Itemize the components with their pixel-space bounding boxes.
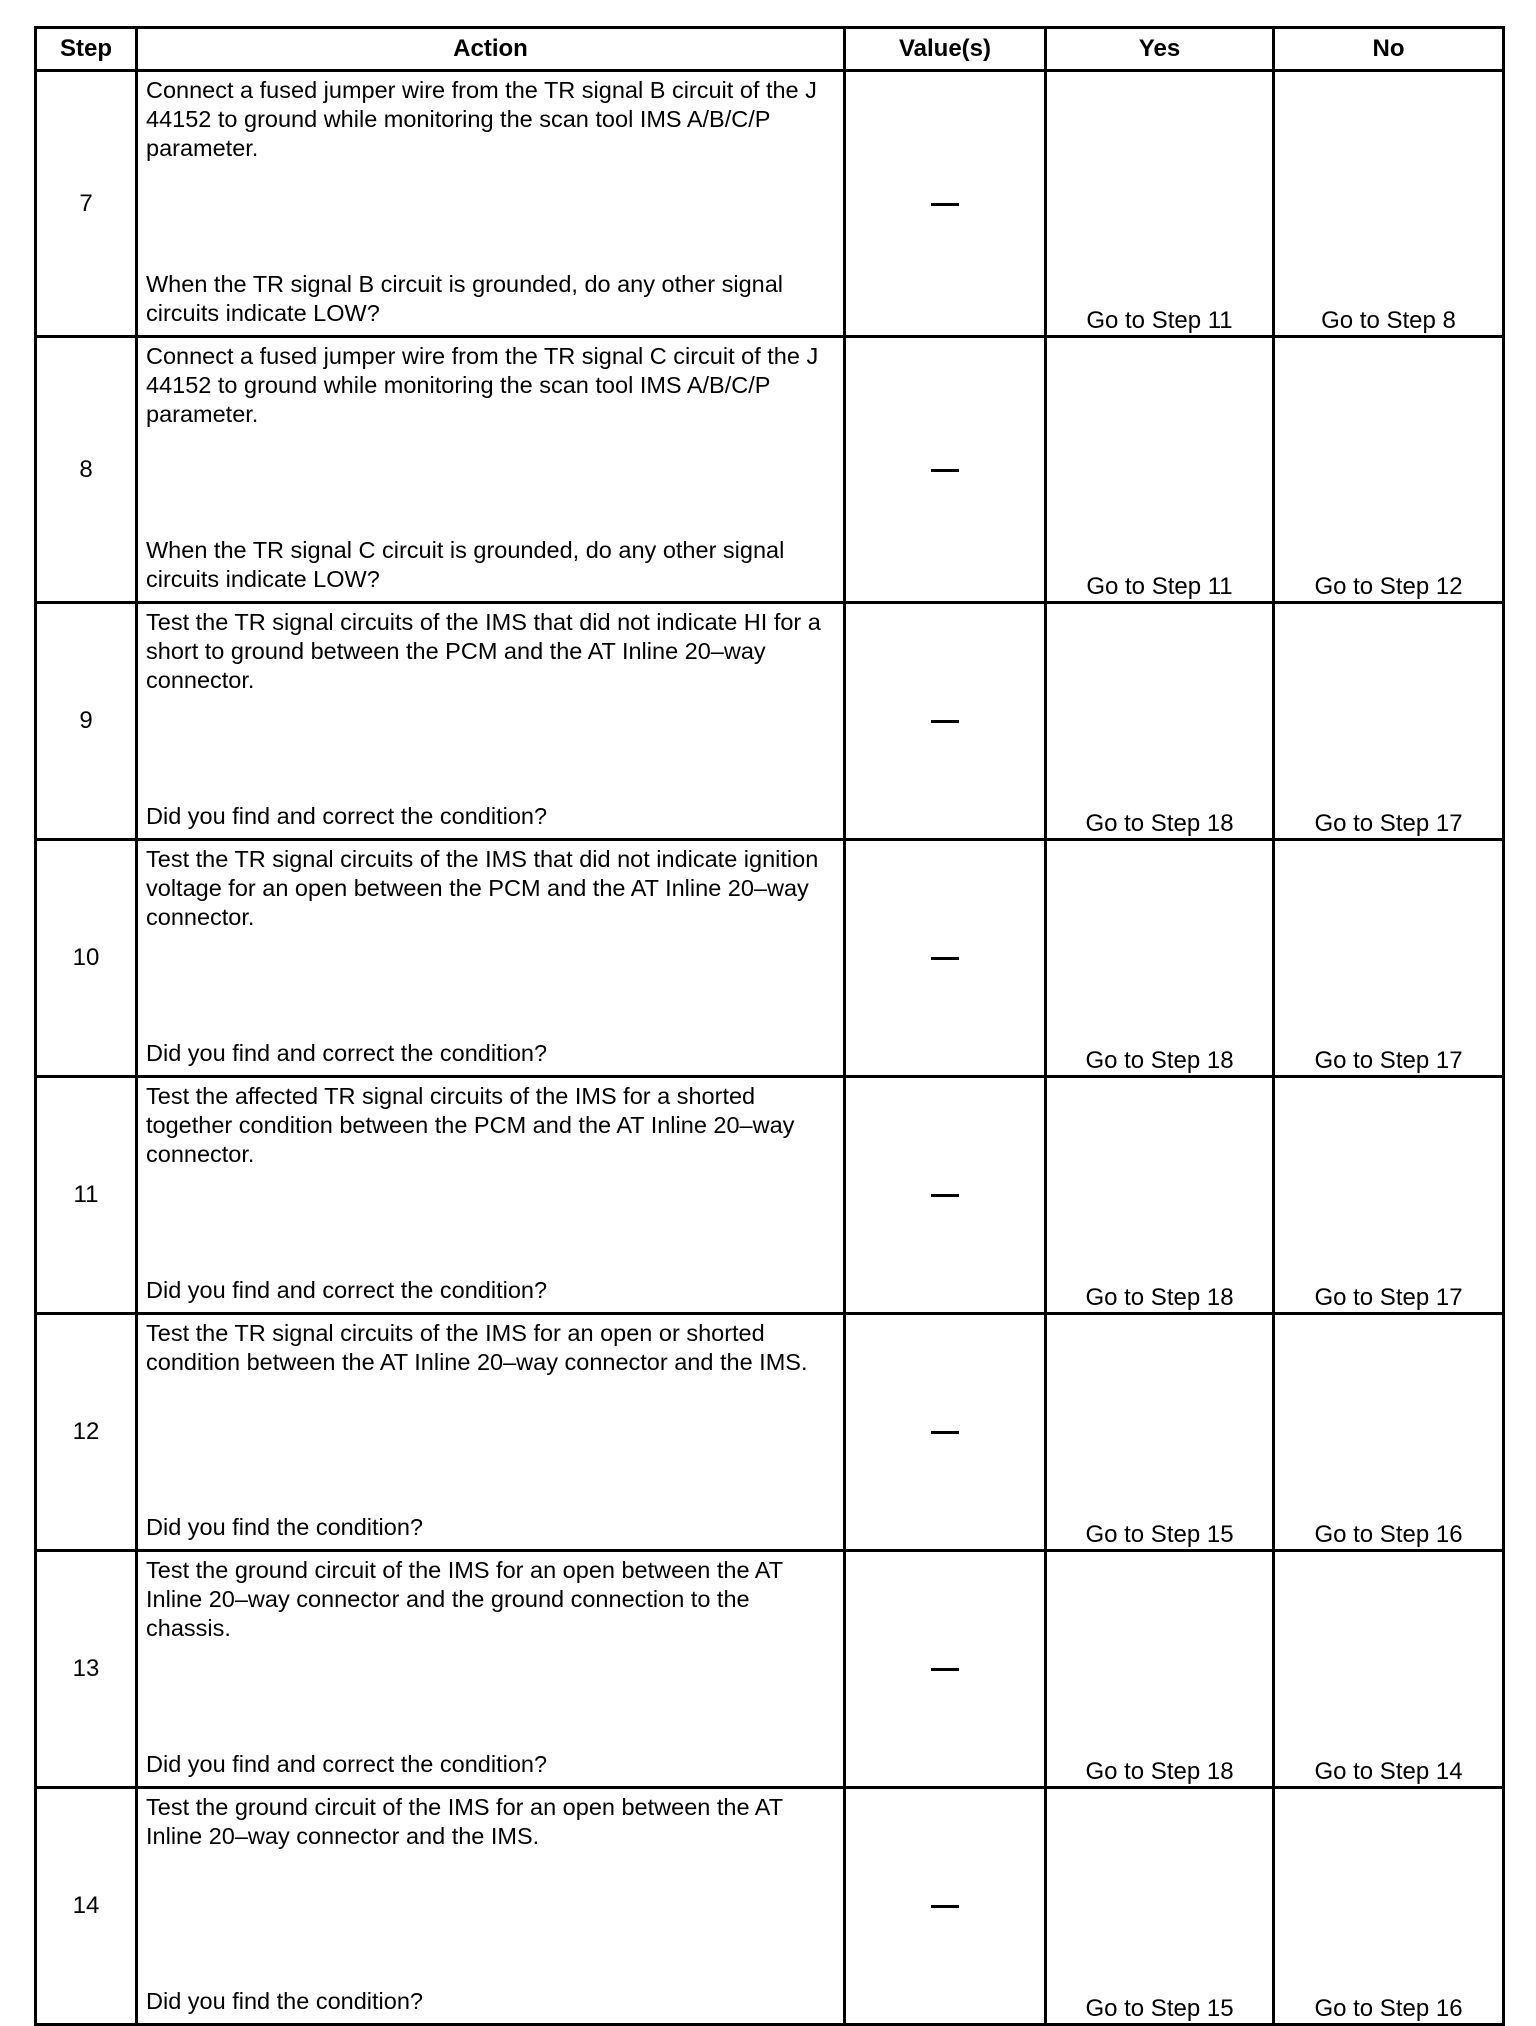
yes-cell: Go to Step 18 [1046,1551,1274,1788]
step-number: 8 [36,337,137,603]
yes-cell: Go to Step 18 [1046,840,1274,1077]
table-row-step-14 [36,1788,1504,2025]
value-cell [845,1314,1046,1551]
action-question: Did you find and correct the condition? [146,1277,548,1303]
no-cell: Go to Step 17 [1274,1077,1504,1314]
table-row-step-13 [36,1551,1504,1788]
value-dash [931,1905,959,1908]
header-no: No [1274,28,1504,71]
value-cell [845,1788,1046,2025]
no-cell: Go to Step 8 [1274,71,1504,337]
no-cell: Go to Step 17 [1274,840,1504,1077]
action-cell [137,840,845,1077]
table-row-step-11 [36,1077,1504,1314]
value-dash [931,203,959,206]
value-cell [845,337,1046,603]
step-number: 11 [36,1077,137,1314]
action-question: Did you find and correct the condition? [146,1040,548,1066]
action-cell [137,1077,845,1314]
value-cell [845,840,1046,1077]
no-cell: Go to Step 12 [1274,337,1504,603]
no-cell: Go to Step 14 [1274,1551,1504,1788]
diagnostic-table [34,26,1505,2026]
action-question: When the TR signal B circuit is grounded, do any other signal circuits indicate LOW? [146,271,784,326]
action-instruction: Test the TR signal circuits of the IMS for an open or shorted condition between the AT Inline 20–way connector and the IMS. [146,1320,808,1375]
yes-cell: Go to Step 11 [1046,337,1274,603]
value-cell [845,1551,1046,1788]
action-question: Did you find the condition? [146,1514,423,1540]
action-instruction: Test the TR signal circuits of the IMS that did not indicate HI for a short to ground between the PCM and the AT Inline 20–way connector. [146,609,821,693]
yes-cell: Go to Step 15 [1046,1314,1274,1551]
value-dash [931,1431,959,1434]
value-cell [845,1077,1046,1314]
step-number: 9 [36,603,137,840]
value-cell [845,71,1046,337]
action-cell [137,1314,845,1551]
value-dash [931,1668,959,1671]
value-dash [931,957,959,960]
no-cell: Go to Step 16 [1274,1788,1504,2025]
table-row-step-9 [36,603,1504,840]
yes-cell: Go to Step 15 [1046,1788,1274,2025]
table-row-step-8 [36,337,1504,603]
header-step: Step [36,28,137,71]
action-instruction: Connect a fused jumper wire from the TR signal B circuit of the J 44152 to ground while monitoring the scan tool IMS A/B/C/P parameter. [146,77,817,161]
action-cell [137,1788,845,2025]
header-yes: Yes [1046,28,1274,71]
action-cell [137,603,845,840]
value-dash [931,1194,959,1197]
step-number: 7 [36,71,137,337]
value-dash [931,469,959,472]
header-action: Action [137,28,845,71]
action-cell [137,337,845,603]
action-cell [137,1551,845,1788]
step-number: 14 [36,1788,137,2025]
action-question: Did you find and correct the condition? [146,803,548,829]
yes-cell: Go to Step 18 [1046,603,1274,840]
action-instruction: Test the affected TR signal circuits of the IMS for a shorted together condition between the PCM and the AT Inline 20–way connector. [146,1083,795,1167]
yes-cell: Go to Step 11 [1046,71,1274,337]
header-row [36,28,1504,71]
action-cell [137,71,845,337]
no-cell: Go to Step 17 [1274,603,1504,840]
action-instruction: Test the TR signal circuits of the IMS that did not indicate ignition voltage for an open between the PCM and the AT Inline 20–way connector. [146,846,819,930]
table-row-step-7 [36,71,1504,337]
action-question: When the TR signal C circuit is grounded, do any other signal circuits indicate LOW? [146,537,785,592]
action-instruction: Connect a fused jumper wire from the TR signal C circuit of the J 44152 to ground while monitoring the scan tool IMS A/B/C/P parameter. [146,343,819,427]
action-question: Did you find and correct the condition? [146,1751,548,1777]
action-instruction: Test the ground circuit of the IMS for an open between the AT Inline 20–way connector and the ground connection to the chassis. [146,1557,783,1641]
step-number: 12 [36,1314,137,1551]
action-instruction: Test the ground circuit of the IMS for an open between the AT Inline 20–way connector and the IMS. [146,1794,783,1849]
value-dash [931,720,959,723]
step-number: 10 [36,840,137,1077]
header-value: Value(s) [845,28,1046,71]
yes-cell: Go to Step 18 [1046,1077,1274,1314]
step-number: 13 [36,1551,137,1788]
table-row-step-12 [36,1314,1504,1551]
no-cell: Go to Step 16 [1274,1314,1504,1551]
table-row-step-10 [36,840,1504,1077]
value-cell [845,603,1046,840]
action-question: Did you find the condition? [146,1988,423,2014]
